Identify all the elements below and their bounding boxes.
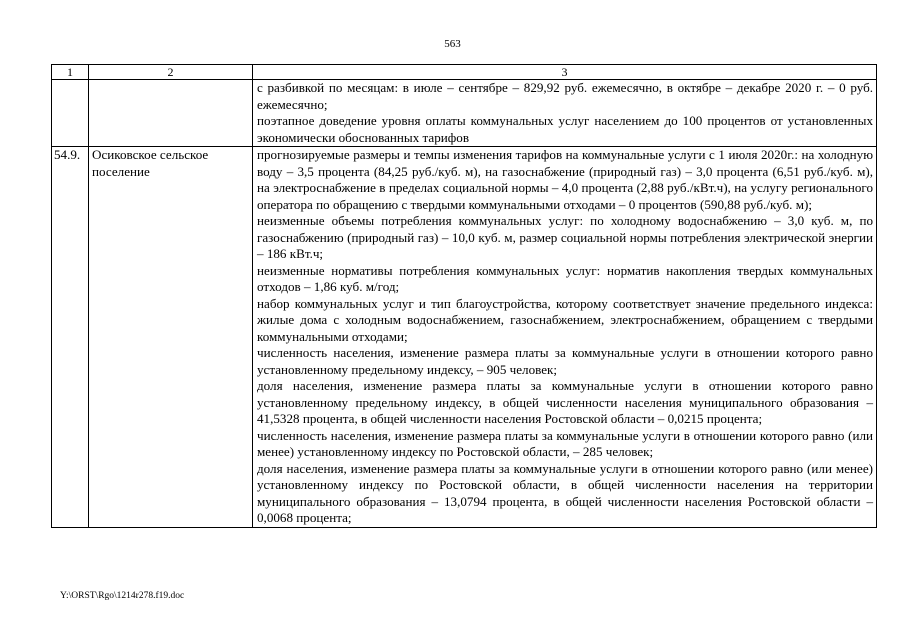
table-row <box>52 147 877 528</box>
row-content <box>253 80 877 147</box>
paragraph: неизменные объемы потребления коммунальных услуг: по холодному водоснабжению – 3,0 куб. м, по газоснабжению (природный газ) – 10,0 куб. м, размер социальной нормы потребления электрической энергии – 186 кВт.ч; <box>257 213 873 261</box>
column-header: 1 <box>52 65 89 80</box>
table-row <box>52 80 877 147</box>
page-number: 563 <box>444 38 461 50</box>
row-number: 54.9. <box>52 147 89 528</box>
paragraph: неизменные нормативы потребления коммунальных услуг: норматив накопления твердых коммунальных отходов – 1,86 куб. м/год; <box>257 262 873 294</box>
settlement-name <box>89 80 253 147</box>
table-header-row <box>52 65 877 80</box>
paragraph: доля населения, изменение размера платы за коммунальные услуги в отношении которого равно (или менее) установленному индексу по Ростовской области, в общей численности населения на территории муниципального образования – 13,0794 процента, в общей численности населения Ростовской области – 0,0068 процента; <box>257 460 873 525</box>
paragraph: поэтапное доведение уровня оплаты коммунальных услуг населением до 100 процентов от установленных экономически обоснованных тарифов <box>257 113 873 145</box>
paragraph: с разбивкой по месяцам: в июле – сентябре – 829,92 руб. ежемесячно, в октябре – декабре 2020 г. – 0 руб. ежемесячно; <box>257 80 873 112</box>
paragraph: численность населения, изменение размера платы за коммунальные услуги в отношении которого равно (или менее) установленному индексу по Ростовской области, – 285 человек; <box>257 427 873 459</box>
column-header: 3 <box>253 65 877 80</box>
paragraph: доля населения, изменение размера платы за коммунальные услуги в отношении которого равно установленному предельному индексу, в общей численности населения муниципального образования – 41,5328 процента, в общей численности населения Ростовской области – 0,0215 процента; <box>257 378 873 426</box>
paragraph: набор коммунальных услуг и тип благоустройства, которому соответствует значение предельного индекса: жилые дома с холодным водоснабжением, газоснабжением, электроснабжением, обращением с твердыми коммунальными отходами; <box>257 295 873 344</box>
settlement-name: Осиковское сельское поселение <box>89 147 253 528</box>
paragraph: прогнозируемые размеры и темпы изменения тарифов на коммунальные услуги с 1 июля 2020г.: на холодную воду – 3,5 процента (84,25 руб./куб. м), на газоснабжение (природный газ) – 3,0 процента (6,51 руб./куб. м), на электроснабжение в пределах социальной нормы – 4,0 процента (2,88 руб./кВт.ч), на услугу регионального оператора по обращению с твердыми коммунальными отходами – 0 процентов (590,88 руб./куб. м); <box>257 147 873 212</box>
row-number <box>52 80 89 147</box>
paragraph: численность населения, изменение размера платы за коммунальные услуги в отношении которого равно установленному предельному индексу, – 905 человек; <box>257 345 873 377</box>
column-header: 2 <box>89 65 253 80</box>
row-content <box>253 147 877 528</box>
file-path-footer: Y:\ORST\Rgo\1214r278.f19.doc <box>60 591 185 601</box>
document-table <box>51 64 877 528</box>
